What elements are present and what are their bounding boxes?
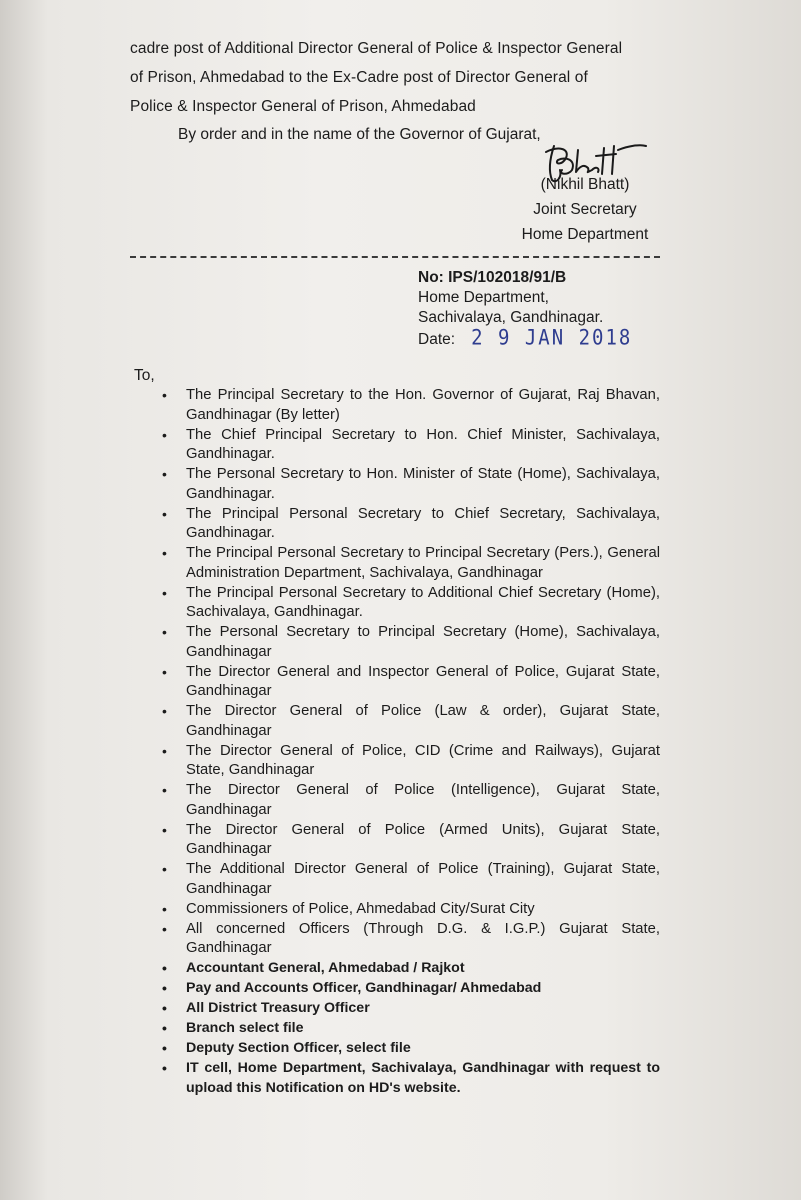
list-item: • The Personal Secretary to Principal Secretary (Home), Sachivalaya, Gandhinagar [150, 623, 660, 662]
list-item: • The Chief Principal Secretary to Hon. Chief Minister, Sachivalaya, Gandhinagar. [150, 426, 660, 465]
notification-paragraph [130, 34, 670, 121]
list-item: • Accountant General, Ahmedabad / Rajkot [150, 959, 660, 979]
date-label: Date: [418, 331, 456, 348]
list-item: • Commissioners of Police, Ahmedabad City/Surat City [150, 900, 660, 920]
list-item: • The Director General of Police (Law & order), Gujarat State, Gandhinagar [150, 702, 660, 741]
list-item: • The Principal Personal Secretary to Chief Secretary, Sachivalaya, Gandhinagar. [150, 505, 660, 544]
reference-number: No: IPS/102018/91/B [418, 269, 567, 286]
list-item: • The Principal Secretary to the Hon. Governor of Gujarat, Raj Bhavan, Gandhinagar (By letter) [150, 386, 660, 425]
list-item: • The Principal Personal Secretary to Principal Secretary (Pers.), General Administration Department, Sachivalaya, Gandhinagar [150, 544, 660, 583]
section-divider [130, 256, 660, 258]
order-statement: By order and in the name of the Governor of Gujarat, [178, 126, 541, 143]
list-item: • The Principal Personal Secretary to Additional Chief Secretary (Home), Sachivalaya, Gandhinagar. [150, 584, 660, 623]
list-item: • Branch select file [150, 1019, 660, 1039]
paragraph-line-3: Police & Inspector General of Prison, Ahmedabad [130, 98, 476, 115]
list-item: • Pay and Accounts Officer, Gandhinagar/ Ahmedabad [150, 979, 660, 999]
recipients-list [150, 386, 660, 1099]
signatory-designation: Joint Secretary [533, 201, 637, 218]
list-item: • The Director General of Police, CID (Crime and Railways), Gujarat State, Gandhinagar [150, 742, 660, 781]
reference-office: Home Department, [418, 289, 549, 306]
list-item: • The Personal Secretary to Hon. Minister of State (Home), Sachivalaya, Gandhinagar. [150, 465, 660, 504]
list-item: • Deputy Section Officer, select file [150, 1039, 660, 1059]
date-stamp: 2 9 JAN 2018 [471, 325, 633, 351]
list-item: • All District Treasury Officer [150, 999, 660, 1019]
list-item: • IT cell, Home Department, Sachivalaya, Gandhinagar with request to upload this Notification on HD's website. [150, 1059, 660, 1098]
list-item: • The Additional Director General of Police (Training), Gujarat State, Gandhinagar [150, 860, 660, 899]
paragraph-line-2: of Prison, Ahmedabad to the Ex-Cadre post of Director General of [130, 69, 588, 86]
signatory-name: (Nikhil Bhatt) [540, 176, 630, 193]
list-item: • The Director General of Police (Armed Units), Gujarat State, Gandhinagar [150, 821, 660, 860]
signatory-block [510, 172, 660, 247]
to-label: To, [134, 367, 155, 384]
reference-date-row [418, 325, 633, 351]
paragraph-line-1: cadre post of Additional Director General of Police & Inspector General [130, 40, 623, 57]
list-item: • All concerned Officers (Through D.G. & I.G.P.) Gujarat State, Gandhinagar [150, 920, 660, 959]
reference-address: Sachivalaya, Gandhinagar. [418, 309, 604, 326]
list-item: • The Director General and Inspector General of Police, Gujarat State, Gandhinagar [150, 663, 660, 702]
reference-block [418, 268, 632, 350]
list-item: • The Director General of Police (Intelligence), Gujarat State, Gandhinagar [150, 781, 660, 820]
signatory-department: Home Department [521, 226, 649, 243]
